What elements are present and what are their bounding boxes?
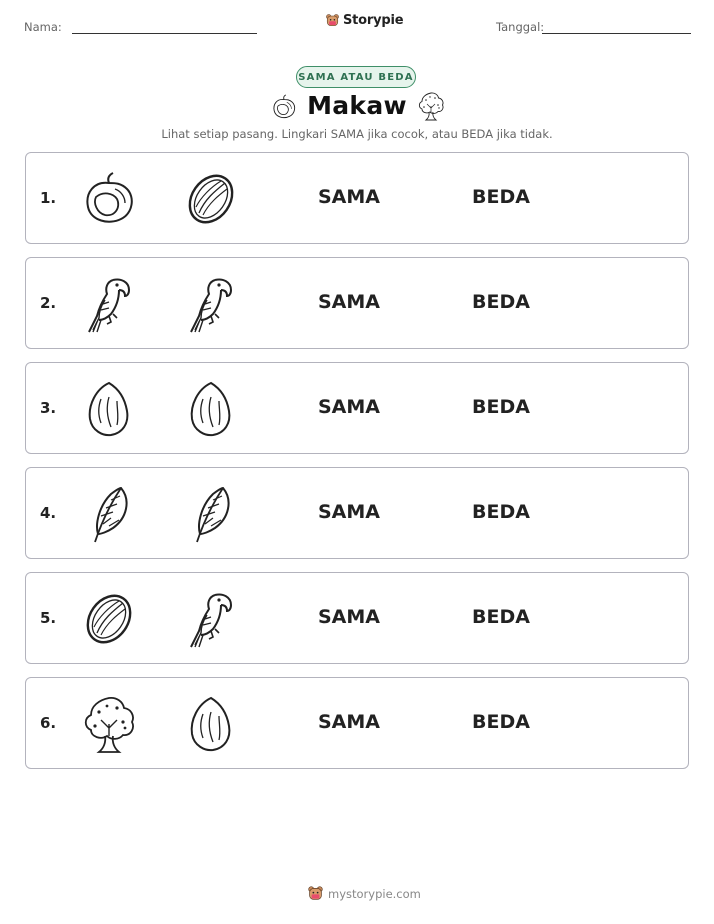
question-row (25, 152, 689, 244)
question-row (25, 362, 689, 454)
name-label: Nama: (24, 20, 62, 34)
row-number: 2. (40, 294, 57, 312)
tree-icon (79, 694, 139, 754)
seed-icon (79, 589, 139, 649)
question-row (25, 467, 689, 559)
different-option[interactable]: BEDA (472, 606, 530, 628)
footer-website[interactable]: mystorypie.com (328, 886, 421, 901)
row-number: 3. (40, 399, 57, 417)
row-number: 4. (40, 504, 57, 522)
worksheet-type-badge: SAMA ATAU BEDA (296, 66, 416, 88)
plum-icon (79, 169, 139, 229)
bear-mascot-icon (307, 885, 324, 902)
almond-icon (181, 379, 241, 439)
feather-icon (181, 484, 241, 544)
different-option[interactable]: BEDA (472, 396, 530, 418)
different-option[interactable]: BEDA (472, 186, 530, 208)
parrot-icon (181, 589, 241, 649)
question-row (25, 257, 689, 349)
same-option[interactable]: SAMA (318, 501, 381, 523)
brand-logo (325, 13, 403, 28)
name-line[interactable] (72, 33, 257, 34)
feather-icon (79, 484, 139, 544)
almond-icon (79, 379, 139, 439)
row-number: 6. (40, 714, 57, 732)
row-number: 5. (40, 609, 57, 627)
tree-icon (416, 91, 446, 121)
different-option[interactable]: BEDA (472, 501, 530, 523)
different-option[interactable]: BEDA (472, 291, 530, 313)
question-row (25, 677, 689, 769)
footer (307, 885, 421, 902)
parrot-icon (181, 274, 241, 334)
same-option[interactable]: SAMA (318, 291, 381, 313)
same-option[interactable]: SAMA (318, 606, 381, 628)
same-option[interactable]: SAMA (318, 186, 381, 208)
same-option[interactable]: SAMA (318, 396, 381, 418)
row-number: 1. (40, 189, 57, 207)
brand-name: Storypie (343, 13, 404, 28)
instructions-text: Lihat setiap pasang. Lingkari SAMA jika cocok, atau BEDA jika tidak. (161, 127, 553, 141)
date-line[interactable] (542, 33, 691, 34)
page-title: Makaw (307, 91, 407, 120)
almond-icon (181, 694, 241, 754)
seed-icon (181, 169, 241, 229)
date-label: Tanggal: (496, 20, 545, 34)
same-option[interactable]: SAMA (318, 711, 381, 733)
different-option[interactable]: BEDA (472, 711, 530, 733)
question-row (25, 572, 689, 664)
bear-mascot-icon (325, 13, 340, 28)
parrot-icon (79, 274, 139, 334)
